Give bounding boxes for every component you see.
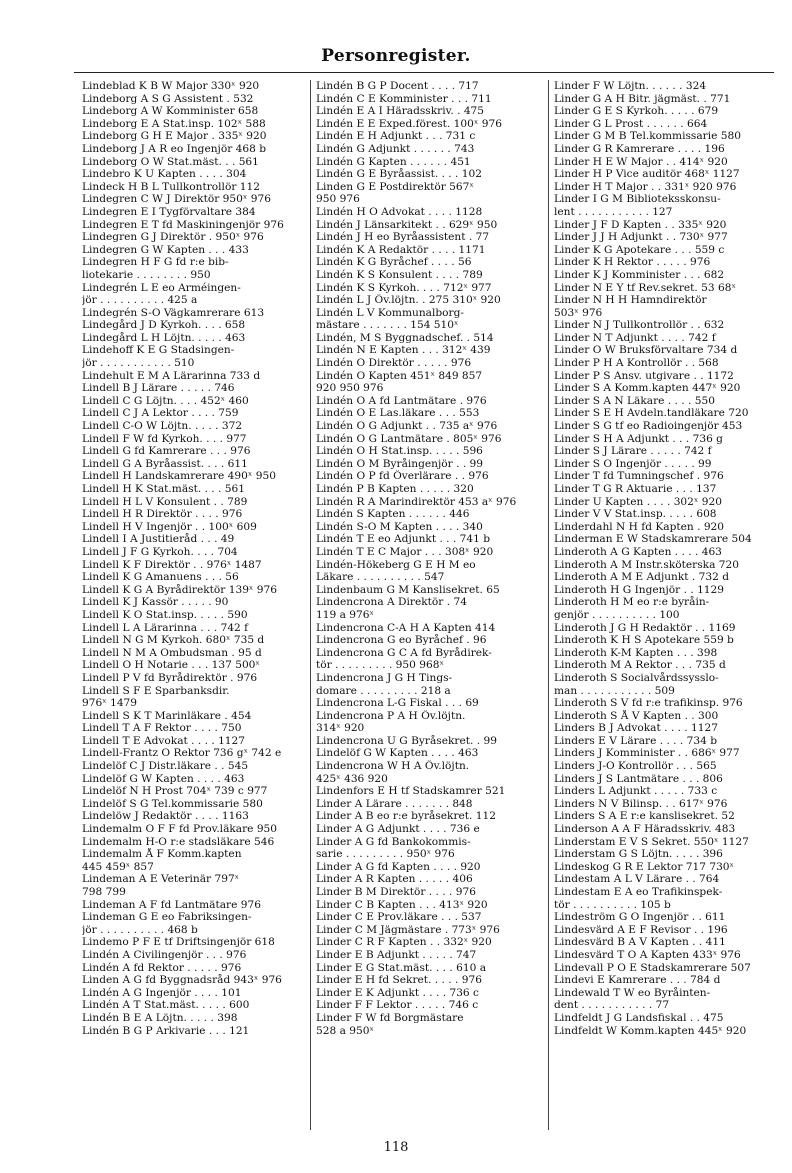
register-entry: Lindegren E T fd Maskiningenjör 976 — [82, 218, 284, 231]
register-entry: Lindegren E I Tygförvaltare 384 — [82, 205, 256, 218]
register-entry: Linderstam E V S Sekret. 550ˣ 1127 — [554, 835, 749, 848]
register-entry: man . . . . . . . . . . . 509 — [554, 684, 675, 697]
register-entry: Linder H E W Major . . 414ˣ 920 — [554, 155, 728, 168]
register-entry: Lindén A Civilingenjör . . . 976 — [82, 948, 247, 961]
register-entry: Lindell T A F Rektor . . . . 750 — [82, 722, 242, 735]
register-entry: Lindemo P F E tf Driftsingenjör 618 — [82, 936, 275, 949]
register-entry: Linder G E S Kyrkoh. . . . . 679 — [554, 105, 719, 118]
register-entry: Lindén O Kapten 451ˣ 849 857 — [316, 369, 483, 382]
register-entry: Lindemalm H-O r:e stadsläkare 546 — [82, 835, 275, 848]
register-entry: Linder H P Vice auditör 468ˣ 1127 — [554, 168, 740, 181]
register-entry: Lindegrén S-O Vägkamrerare 613 — [82, 306, 265, 319]
register-entry: Lindell P V fd Byrådirektör . 976 — [82, 671, 258, 684]
register-entry: Linder S O Ingenjör . . . . . 99 — [554, 457, 712, 470]
register-entry: Lindén O H Stat.insp. . . . . 596 — [316, 445, 483, 458]
register-entry: Lindell K O Stat.insp. . . . . 590 — [82, 608, 248, 621]
register-entry: Linder E K Adjunkt . . . . 736 c — [316, 986, 479, 999]
register-entry: liotekarie . . . . . . . . 950 — [82, 268, 211, 281]
register-column-1 — [82, 80, 308, 1135]
register-entry: Linderoth H M eo r:e byråin- — [554, 596, 710, 609]
register-entry: Lindén E H Adjunkt . . . 731 c — [316, 130, 476, 143]
register-entry: Linder J J H Adjunkt . . 730ˣ 977 — [554, 231, 728, 244]
register-entry: Lindell C J A Lektor . . . . 759 — [82, 407, 239, 420]
register-entry: Lindén G Adjunkt . . . . . . 743 — [316, 142, 475, 155]
register-entry: Linderoth K H S Apotekare 559 b — [554, 634, 734, 647]
register-entry: Lindegren G J Direktör . 950ˣ 976 — [82, 231, 264, 244]
register-entry: Lindén A T Stat.mäst. . . . . 600 — [82, 999, 250, 1012]
register-entry: Linden G E Postdirektör 567ˣ — [316, 180, 474, 193]
register-entry: Linders E V Lärare . . . . 734 b — [554, 734, 718, 747]
register-entry: Lindén G E Byråassist. . . . 102 — [316, 168, 482, 181]
register-entry: Lindell C-O W Löjtn. . . . . 372 — [82, 420, 243, 433]
register-entry: Linder E H fd Sekret. . . . . 976 — [316, 974, 482, 987]
register-entry: Linders L Adjunkt . . . . . 733 c — [554, 785, 718, 798]
register-entry: jör . . . . . . . . . . 468 b — [82, 923, 198, 936]
register-entry: Lindesvärd T O A Kapten 433ˣ 976 — [554, 948, 741, 961]
register-entry: Linder A B eo r:e byråsekret. 112 — [316, 810, 497, 823]
register-entry: Lindell S K T Marinläkare . 454 — [82, 709, 252, 722]
register-entry: Linder G M B Tel.kommissarie 580 — [554, 130, 741, 143]
register-entry: Linder N H H Hamndirektör — [554, 294, 707, 307]
register-entry: Lindelöf C J Distr.läkare . . 545 — [82, 760, 249, 773]
register-entry: Lindenbaum G M Kanslisekret. 65 — [316, 583, 500, 596]
register-entry: Lindell K J Kassör . . . . . 90 — [82, 596, 229, 609]
register-entry: Lindén O A fd Lantmätare . 976 — [316, 394, 487, 407]
column-divider — [310, 80, 311, 1130]
register-entry: Lindelöf G W Kapten . . . . 463 — [316, 747, 479, 760]
register-entry: Lindell N G M Kyrkoh. 680ˣ 735 d — [82, 634, 265, 647]
register-entry: 920 950 976 — [316, 382, 384, 395]
register-entry: Lindén N E Kapten . . . 312ˣ 439 — [316, 344, 491, 357]
register-entry: genjör . . . . . . . . . . 100 — [554, 608, 680, 621]
register-entry: Linders J-O Kontrollör . . . 565 — [554, 760, 717, 773]
register-entry: Lindell-Frantz O Rektor 736 gˣ 742 e — [82, 747, 282, 760]
register-entry: Lindell G A Byråassist. . . . 611 — [82, 457, 248, 470]
register-entry: Lindeborg A S G Assistent . 532 — [82, 92, 254, 105]
register-entry: Lindell L A Lärarinna . . . 742 f — [82, 621, 249, 634]
register-entry: Lindén A G Ingenjör . . . . 101 — [82, 986, 242, 999]
register-entry: Lindemalm O F F fd Prov.läkare 950 — [82, 823, 278, 836]
register-entry: Lindeck H B L Tullkontrollör 112 — [82, 180, 260, 193]
register-entry: Linden A G fd Byggnadsråd 943ˣ 976 — [82, 974, 282, 987]
register-entry: Linderman E W Stadskamrerare 504 — [554, 533, 752, 546]
register-entry: Linder S E H Avdeln.tandläkare 720 — [554, 407, 749, 420]
register-entry: Linder K G Apotekare . . . 559 c — [554, 243, 725, 256]
register-entry: Lindeman G E eo Fabriksingen- — [82, 911, 252, 924]
register-entry: Lindehoff K E G Stadsingen- — [82, 344, 235, 357]
register-entry: Linder G L Prost . . . . . . 664 — [554, 117, 708, 130]
register-entry: Lindén L V Kommunalborg- — [316, 306, 464, 319]
register-entry: tör . . . . . . . . . 950 968ˣ — [316, 659, 444, 672]
register-entry: 445 459ˣ 857 — [82, 860, 154, 873]
register-entry: Lindén O E Las.läkare . . . 553 — [316, 407, 480, 420]
register-entry: Lindencrona G eo Byråchef . 96 — [316, 634, 487, 647]
register-entry: Lindell N M A Ombudsman . 95 d — [82, 646, 262, 659]
register-entry: Lindén A fd Rektor . . . . . 976 — [82, 961, 242, 974]
register-entry: Lindell I A Justitieråd . . . 49 — [82, 533, 235, 546]
register-entry: Linder J F D Kapten . . 335ˣ 920 — [554, 218, 727, 231]
register-entry: Lindesvärd B A V Kapten . . 411 — [554, 936, 726, 949]
header-rule — [74, 72, 774, 73]
register-entry: Linder P H A Kontrollör . . 568 — [554, 357, 719, 370]
register-entry: Lindén R A Marindirektör 453 aˣ 976 — [316, 495, 517, 508]
register-entry: Linderoth S Å V Kapten . . 300 — [554, 709, 719, 722]
register-entry: Linderoth K-M Kapten . . . 398 — [554, 646, 718, 659]
register-entry: Lindebro K U Kapten . . . . 304 — [82, 168, 247, 181]
register-entry: Linder F W Löjtn. . . . . . 324 — [554, 80, 707, 92]
register-entry: Lindencrona P A H Öv.löjtn. — [316, 709, 466, 722]
register-entry: Lindén T E eo Adjunkt . . . 741 b — [316, 533, 491, 546]
register-entry: Linder F F Lektor . . . . . 746 c — [316, 999, 479, 1012]
register-entry: Lindén E E Exped.förest. 100ˣ 976 — [316, 117, 502, 130]
register-entry: Lindencrona L-G Fiskal . . . 69 — [316, 697, 479, 710]
register-entry: Lindén O Direktör . . . . . 976 — [316, 357, 472, 370]
register-entry: Lindestam A L V Lärare . . 764 — [554, 873, 720, 886]
register-entry: Lindegård L H Löjtn. . . . . 463 — [82, 331, 246, 344]
register-entry: Linder G A H Bitr. jägmäst. . 771 — [554, 92, 731, 105]
register-entry: Lindell S F E Sparbanksdir. — [82, 684, 230, 697]
register-entry: Linder A G fd Bankokommis- — [316, 835, 471, 848]
page-number: 118 — [383, 1140, 409, 1155]
register-entry: Lindestam E A eo Trafikinspek- — [554, 886, 723, 898]
register-entry: Linder S A N Läkare . . . . 550 — [554, 394, 715, 407]
register-entry: Lindén H O Advokat . . . . 1128 — [316, 205, 483, 218]
register-entry: Linderoth M A Rektor . . . 735 d — [554, 659, 726, 672]
register-entry: Lindevall P O E Stadskamrerare 507 — [554, 961, 751, 974]
register-entry: Linder K H Rektor . . . . . 976 — [554, 256, 711, 269]
register-entry: Lindesvärd A E F Revisor . . 196 — [554, 923, 728, 936]
register-entry: Lindell K F Direktör . . 976ˣ 1487 — [82, 558, 262, 571]
register-entry: Linder V V Stat.insp. . . . . 608 — [554, 508, 717, 521]
register-entry: Linder P S Ansv. utgivare . . 1172 — [554, 369, 734, 382]
register-entry: Lindell H K Stat.mäst. . . . 561 — [82, 483, 245, 495]
register-entry: Lindeborg G H E Major . 335ˣ 920 — [82, 130, 267, 143]
register-entry: Linders J Komminister . . 686ˣ 977 — [554, 747, 740, 760]
register-entry: Linders S A E r:e kanslisekret. 52 — [554, 810, 735, 823]
register-entry: Lindell F W fd Kyrkoh. . . . 977 — [82, 432, 247, 445]
register-entry: Linder E B Adjunkt . . . . . 747 — [316, 948, 477, 961]
register-entry: Lindén O M Byråingenjör . . 99 — [316, 457, 484, 470]
register-entry: Linder S A Komm.kapten 447ˣ 920 — [554, 382, 741, 395]
register-entry: Linder E G Stat.mäst. . . . 610 a — [316, 961, 487, 974]
register-entry: Linder C R F Kapten . . 332ˣ 920 — [316, 936, 492, 949]
register-entry: Linders N V Bilinsp. . . 617ˣ 976 — [554, 797, 728, 810]
register-entry: Linder S G tf eo Radioingenjör 453 — [554, 420, 743, 433]
register-entry: Linderoth A M Instr.sköterska 720 — [554, 558, 739, 571]
register-entry: Lindén C E Komminister . . . 711 — [316, 92, 492, 105]
register-entry: Linder C E Prov.läkare . . . 537 — [316, 911, 482, 924]
register-entry: Lindegren H F G fd r:e bib- — [82, 256, 229, 269]
register-entry: Lindelöf G W Kapten . . . . 463 — [82, 772, 245, 785]
register-entry: Linder H T Major . . 331ˣ 920 976 — [554, 180, 737, 193]
register-entry: Lindell K G A Byrådirektör 139ˣ 976 — [82, 583, 278, 596]
register-entry: Lindell J F G Kyrkoh. . . . 704 — [82, 545, 238, 558]
register-entry: Linder F W fd Borgmästare — [316, 1011, 464, 1024]
register-entry: Lindeskog G R E Lektor 717 730ˣ — [554, 860, 735, 873]
register-entry: Linderoth S V fd r:e trafikinsp. 976 — [554, 697, 743, 710]
register-entry: domare . . . . . . . . . 218 a — [316, 684, 451, 697]
register-entry: 950 976 — [316, 193, 360, 206]
register-entry: Linder G R Kamrerare . . . . 196 — [554, 142, 725, 155]
register-entry: Lindfeldt W Komm.kapten 445ˣ 920 — [554, 1024, 747, 1037]
register-entry: Lindeborg J A R eo Ingenjör 468 b — [82, 142, 267, 155]
register-entry: Lindell H Landskamrerare 490ˣ 950 — [82, 470, 276, 483]
register-entry: 503ˣ 976 — [554, 306, 603, 319]
register-entry: 425ˣ 436 920 — [316, 772, 388, 785]
page-title: Personregister. — [321, 46, 471, 66]
register-entry: Lindeman A F fd Lantmätare 976 — [82, 898, 261, 911]
register-entry: Linder T G R Aktuarie . . . 137 — [554, 483, 717, 495]
register-entry: 798 799 — [82, 886, 126, 898]
register-entry: 119 a 976ˣ — [316, 608, 374, 621]
register-entry: Lindencrona G C A fd Byrådirek- — [316, 646, 492, 659]
register-entry: jör . . . . . . . . . . 425 a — [82, 294, 198, 307]
register-entry: Linder N J Tullkontrollör . . 632 — [554, 319, 725, 332]
register-entry: Lindeblad K B W Major 330ˣ 920 — [82, 80, 260, 92]
register-entry: Lindell H R Direktör . . . . 976 — [82, 508, 243, 521]
register-entry: Linder C M Jägmästare . 773ˣ 976 — [316, 923, 500, 936]
register-entry: Lindeborg A W Komminister 658 — [82, 105, 259, 118]
register-entry: Lindencrona A Direktör . 74 — [316, 596, 467, 609]
register-entry: Linderoth A M E Adjunkt . 732 d — [554, 571, 730, 584]
register-entry: Lindén L J Öv.löjtn. . 275 310ˣ 920 — [316, 294, 501, 307]
register-entry: Lindén S-O M Kapten . . . . 340 — [316, 520, 483, 533]
register-column-3 — [554, 80, 780, 1135]
register-entry: jör . . . . . . . . . . . 510 — [82, 357, 195, 370]
register-entry: Lindeström G O Ingenjör . . 611 — [554, 911, 726, 924]
register-entry: Lindencrona C-A H A Kapten 414 — [316, 621, 496, 634]
register-entry: Lindegrén L E eo Arméingen- — [82, 281, 241, 294]
register-entry: Lindell C G Löjtn. . . . 452ˣ 460 — [82, 394, 249, 407]
register-entry: Linder A R Kapten . . . . . 406 — [316, 873, 473, 886]
register-entry: Lindeman A E Veterinär 797ˣ — [82, 873, 240, 886]
register-entry: 314ˣ 920 — [316, 722, 365, 735]
register-entry: Lindén K S Konsulent . . . . 789 — [316, 268, 483, 281]
register-entry: Lindencrona J G H Tings- — [316, 671, 453, 684]
register-entry: Linderoth J G H Redaktör . . 1169 — [554, 621, 736, 634]
register-entry: Linder U Kapten . . . . 302ˣ 920 — [554, 495, 722, 508]
register-entry: Linderdahl N H fd Kapten . 920 — [554, 520, 725, 533]
register-entry: Lindegård J D Kyrkoh. . . . 658 — [82, 319, 246, 332]
register-entry: Linderoth A G Kapten . . . . 463 — [554, 545, 722, 558]
register-entry: Lindén B G P Docent . . . . 717 — [316, 80, 479, 92]
register-entry: Lindewald T W eo Byråinten- — [554, 986, 711, 999]
register-entry: Lindell K G Amanuens . . . 56 — [82, 571, 239, 584]
register-column-2 — [316, 80, 542, 1135]
register-entry: Lindén K A Redaktör . . . . 1171 — [316, 243, 486, 256]
register-entry: Linders B J Advokat . . . . 1127 — [554, 722, 718, 735]
register-entry: Lindelöf S G Tel.kommissarie 580 — [82, 797, 263, 810]
register-entry: lent . . . . . . . . . . . 127 — [554, 205, 673, 218]
register-entry: Lindevi E Kamrerare . . . 784 d — [554, 974, 721, 987]
register-entry: Lindeborg E A Stat.insp. 102ˣ 588 — [82, 117, 266, 130]
register-entry: Lindell G fd Kamrerare . . . 976 — [82, 445, 251, 458]
register-entry: Lindén T E C Major . . . 308ˣ 920 — [316, 545, 494, 558]
register-entry: Linder N T Adjunkt . . . . 742 f — [554, 331, 716, 344]
register-entry: tör . . . . . . . . . . 105 b — [554, 898, 671, 911]
register-entry: Lindén O P fd Överlärare . . 976 — [316, 470, 489, 483]
register-entry: Lindell T E Advokat . . . . 1127 — [82, 734, 246, 747]
register-entry: Lindfeldt J G Landsfiskal . . 475 — [554, 1011, 724, 1024]
register-entry: Linderstam G S Löjtn. . . . . 396 — [554, 848, 723, 861]
register-entry: Linder B M Direktör . . . . 976 — [316, 886, 476, 898]
register-entry: Linderson A A F Häradsskriv. 483 — [554, 823, 736, 836]
register-entry: Lindehult E M A Lärarinna 733 d — [82, 369, 261, 382]
register-entry: Lindén J H eo Byråassistent . 77 — [316, 231, 490, 244]
register-entry: Linder N E Y tf Rev.sekret. 53 68ˣ — [554, 281, 736, 294]
register-entry: Linder S J Lärare . . . . . 742 f — [554, 445, 712, 458]
register-entry: Lindelöw J Redaktör . . . . 1163 — [82, 810, 249, 823]
register-entry: Lindén J Länsarkitekt . . 629ˣ 950 — [316, 218, 498, 231]
register-entry: Lindén-Hökeberg G E H M eo — [316, 558, 476, 571]
register-entry: Lindén S Kapten . . . . . . 446 — [316, 508, 470, 521]
register-entry: Linder T fd Tumningschef . 976 — [554, 470, 724, 483]
register-entry: Linder A Lärare . . . . . . . 848 — [316, 797, 473, 810]
register-entry: Linders J S Lantmätare . . . 806 — [554, 772, 723, 785]
register-entry: Lindencrona W H A Öv.löjtn. — [316, 760, 470, 773]
register-entry: Linder O W Bruksförvaltare 734 d — [554, 344, 738, 357]
register-entry: Lindenfors E H tf Stadskamrer 521 — [316, 785, 506, 798]
register-entry: 528 a 950ˣ — [316, 1024, 374, 1037]
register-entry: Lindén K S Kyrkoh. . . . 712ˣ 977 — [316, 281, 492, 294]
register-entry: Lindén O G Lantmätare . 805ˣ 976 — [316, 432, 502, 445]
register-entry: sarie . . . . . . . . . 950ˣ 976 — [316, 848, 455, 861]
register-entry: 976ˣ 1479 — [82, 697, 138, 710]
register-entry: Lindeborg O W Stat.mäst. . . 561 — [82, 155, 259, 168]
register-entry: Läkare . . . . . . . . . . 547 — [316, 571, 445, 584]
register-entry: Lindegren C W J Direktör 950ˣ 976 — [82, 193, 271, 206]
register-entry: Lindén O G Adjunkt . . 735 aˣ 976 — [316, 420, 498, 433]
register-entry: Linder A G fd Kapten . . . . 920 — [316, 860, 481, 873]
register-entry: Lindencrona U G Byråsekret. . 99 — [316, 734, 497, 747]
register-entry: Lindell H V Ingenjör . . 100ˣ 609 — [82, 520, 257, 533]
register-entry: Lindell O H Notarie . . . 137 500ˣ — [82, 659, 260, 672]
register-entry: Linder A G Adjunkt . . . . 736 e — [316, 823, 480, 836]
register-entry: Lindén B E A Löjtn. . . . . 398 — [82, 1011, 238, 1024]
register-entry: Lindén G Kapten . . . . . . 451 — [316, 155, 471, 168]
register-entry: Linder C B Kapten . . . 413ˣ 920 — [316, 898, 488, 911]
register-entry: Linderoth H G Ingenjör . . 1129 — [554, 583, 725, 596]
register-entry: dent . . . . . . . . . . . 77 — [554, 999, 670, 1012]
register-entry: Lindemalm Å F Komm.kapten — [82, 848, 242, 861]
column-divider — [548, 80, 549, 1130]
register-entry: Linder I G M Biblioteksskonsu- — [554, 193, 721, 206]
register-entry: Lindegren G W Kapten . . . 433 — [82, 243, 249, 256]
register-entry: Linder K J Komminister . . . 682 — [554, 268, 725, 281]
register-entry: Lindén K G Byråchef . . . . 56 — [316, 256, 472, 269]
register-entry: Lindell B J Lärare . . . . . 746 — [82, 382, 235, 395]
register-entry: Lindén, M S Byggnadschef. . 514 — [316, 331, 494, 344]
register-entry: Lindelöf N H Prost 704ˣ 739 c 977 — [82, 785, 268, 798]
register-entry: Linder S H A Adjunkt . . . 736 g — [554, 432, 723, 445]
register-entry: Lindell H L V Konsulent . . 789 — [82, 495, 248, 508]
register-entry: Lindén B G P Arkivarie . . . 121 — [82, 1024, 250, 1037]
register-entry: Lindén P B Kapten . . . . . 320 — [316, 483, 474, 495]
register-entry: Lindén E A I Häradsskriv. . 475 — [316, 105, 485, 118]
register-entry: Linderoth S Socialvårdssysslo- — [554, 671, 719, 684]
register-entry: mästare . . . . . . . 154 510ˣ — [316, 319, 459, 332]
